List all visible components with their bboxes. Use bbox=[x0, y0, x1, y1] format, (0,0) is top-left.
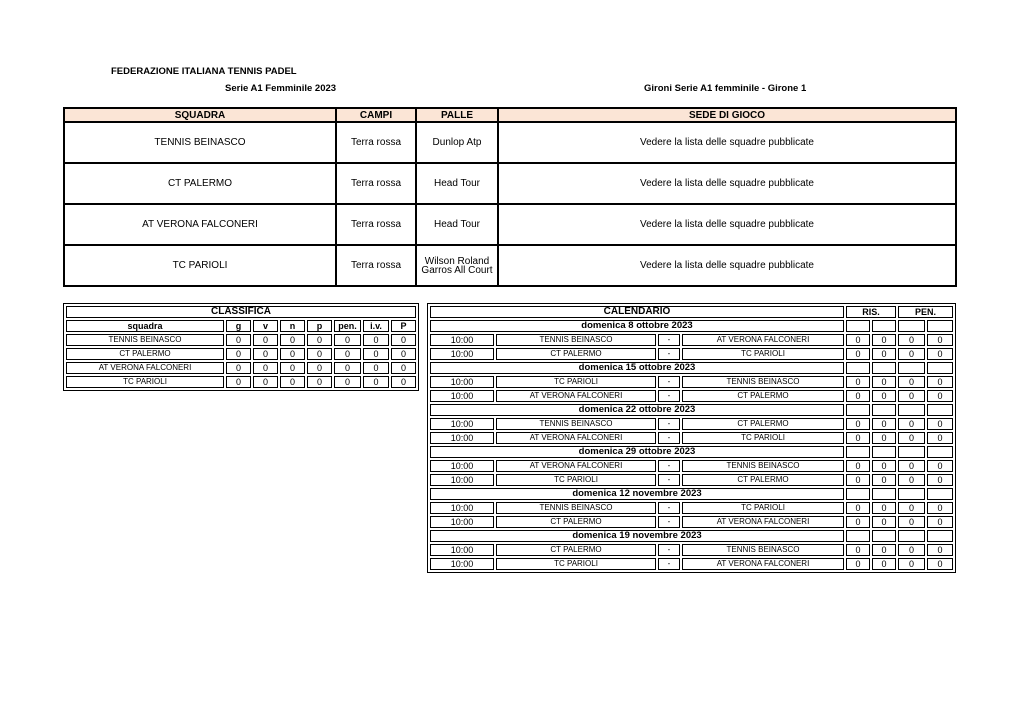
empty-cell bbox=[846, 530, 870, 542]
team-sede: Vedere la lista delle squadre pubblicate bbox=[498, 163, 956, 204]
classifica-table bbox=[63, 303, 419, 391]
ris-cell: 0 bbox=[846, 474, 870, 486]
ris-cell: 0 bbox=[846, 558, 870, 570]
home-team: TC PARIOLI bbox=[496, 474, 656, 486]
col-header-iv: i.v. bbox=[363, 320, 389, 332]
pen-cell: 0 bbox=[927, 390, 953, 402]
col-header-pen: pen. bbox=[334, 320, 361, 332]
ris-cell: 0 bbox=[872, 334, 896, 346]
match-date: domenica 15 ottobre 2023 bbox=[430, 362, 844, 374]
calendar-match-row bbox=[430, 390, 953, 402]
ris-cell: 0 bbox=[846, 502, 870, 514]
stat-p: 0 bbox=[307, 334, 332, 346]
team-row bbox=[64, 245, 956, 286]
calendar-match-row bbox=[430, 558, 953, 570]
empty-cell bbox=[898, 404, 925, 416]
vs-separator: - bbox=[658, 474, 680, 486]
empty-cell bbox=[898, 446, 925, 458]
home-team: TENNIS BEINASCO bbox=[496, 502, 656, 514]
stat-pen: 0 bbox=[334, 348, 361, 360]
ris-cell: 0 bbox=[846, 460, 870, 472]
away-team: TC PARIOLI bbox=[682, 432, 844, 444]
team-sede: Vedere la lista delle squadre pubblicate bbox=[498, 204, 956, 245]
col-header-v: v bbox=[253, 320, 278, 332]
calendar-match-row bbox=[430, 418, 953, 430]
match-date: domenica 29 ottobre 2023 bbox=[430, 446, 844, 458]
empty-cell bbox=[898, 488, 925, 500]
stat-n: 0 bbox=[280, 376, 305, 388]
stat-g: 0 bbox=[226, 376, 251, 388]
col-header-g: g bbox=[226, 320, 251, 332]
team-palle: Wilson Roland Garros All Court bbox=[416, 245, 498, 286]
team-row bbox=[64, 163, 956, 204]
classifica-row bbox=[66, 348, 416, 360]
stat-g: 0 bbox=[226, 348, 251, 360]
stat-P: 0 bbox=[391, 376, 416, 388]
teams-header-row bbox=[64, 108, 956, 122]
calendario-header-row bbox=[430, 306, 953, 318]
empty-cell bbox=[898, 320, 925, 332]
pen-cell: 0 bbox=[927, 460, 953, 472]
stat-n: 0 bbox=[280, 348, 305, 360]
stat-iv: 0 bbox=[363, 334, 389, 346]
match-date: domenica 19 novembre 2023 bbox=[430, 530, 844, 542]
pen-cell: 0 bbox=[898, 474, 925, 486]
col-header-sede: SEDE DI GIOCO bbox=[498, 108, 956, 122]
ris-cell: 0 bbox=[872, 418, 896, 430]
vs-separator: - bbox=[658, 376, 680, 388]
home-team: TENNIS BEINASCO bbox=[496, 418, 656, 430]
ris-cell: 0 bbox=[872, 558, 896, 570]
pen-cell: 0 bbox=[927, 334, 953, 346]
empty-cell bbox=[846, 404, 870, 416]
calendar-match-row bbox=[430, 474, 953, 486]
stat-P: 0 bbox=[391, 334, 416, 346]
stat-v: 0 bbox=[253, 362, 278, 374]
ris-cell: 0 bbox=[846, 348, 870, 360]
match-time: 10:00 bbox=[430, 474, 494, 486]
pen-cell: 0 bbox=[898, 432, 925, 444]
col-header-squadra: SQUADRA bbox=[64, 108, 336, 122]
ris-cell: 0 bbox=[846, 390, 870, 402]
teams-table bbox=[63, 107, 957, 287]
pen-cell: 0 bbox=[927, 544, 953, 556]
empty-cell bbox=[927, 320, 953, 332]
stat-pen: 0 bbox=[334, 334, 361, 346]
empty-cell bbox=[927, 530, 953, 542]
vs-separator: - bbox=[658, 544, 680, 556]
empty-cell bbox=[846, 362, 870, 374]
vs-separator: - bbox=[658, 460, 680, 472]
team-campi: Terra rossa bbox=[336, 122, 416, 163]
classifica-title: CLASSIFICA bbox=[66, 306, 416, 318]
pen-cell: 0 bbox=[898, 460, 925, 472]
team-name: TC PARIOLI bbox=[66, 376, 224, 388]
pen-cell: 0 bbox=[898, 516, 925, 528]
pen-cell: 0 bbox=[898, 544, 925, 556]
stat-iv: 0 bbox=[363, 348, 389, 360]
ris-cell: 0 bbox=[846, 418, 870, 430]
season-title: Serie A1 Femminile 2023 bbox=[225, 83, 337, 94]
stat-iv: 0 bbox=[363, 362, 389, 374]
classifica-row bbox=[66, 362, 416, 374]
ris-header: RIS. bbox=[846, 306, 896, 318]
ris-cell: 0 bbox=[872, 376, 896, 388]
team-name: AT VERONA FALCONERI bbox=[66, 362, 224, 374]
calendar-date-row bbox=[430, 320, 953, 332]
vs-separator: - bbox=[658, 348, 680, 360]
away-team: AT VERONA FALCONERI bbox=[682, 558, 844, 570]
stat-g: 0 bbox=[226, 334, 251, 346]
pen-cell: 0 bbox=[898, 502, 925, 514]
empty-cell bbox=[898, 362, 925, 374]
match-time: 10:00 bbox=[430, 348, 494, 360]
away-team: TENNIS BEINASCO bbox=[682, 376, 844, 388]
empty-cell bbox=[927, 404, 953, 416]
match-date: domenica 8 ottobre 2023 bbox=[430, 320, 844, 332]
team-name: TENNIS BEINASCO bbox=[64, 122, 336, 163]
stat-v: 0 bbox=[253, 376, 278, 388]
empty-cell bbox=[872, 404, 896, 416]
team-palle: Head Tour bbox=[416, 204, 498, 245]
pen-cell: 0 bbox=[927, 558, 953, 570]
empty-cell bbox=[898, 530, 925, 542]
empty-cell bbox=[872, 320, 896, 332]
home-team: CT PALERMO bbox=[496, 544, 656, 556]
match-time: 10:00 bbox=[430, 390, 494, 402]
team-sede: Vedere la lista delle squadre pubblicate bbox=[498, 245, 956, 286]
away-team: TC PARIOLI bbox=[682, 502, 844, 514]
team-row bbox=[64, 204, 956, 245]
home-team: TENNIS BEINASCO bbox=[496, 334, 656, 346]
pen-cell: 0 bbox=[927, 376, 953, 388]
ris-cell: 0 bbox=[846, 516, 870, 528]
col-header-p: p bbox=[307, 320, 332, 332]
home-team: TC PARIOLI bbox=[496, 558, 656, 570]
group-title: Gironi Serie A1 femminile - Girone 1 bbox=[644, 83, 807, 94]
ris-cell: 0 bbox=[846, 432, 870, 444]
away-team: CT PALERMO bbox=[682, 390, 844, 402]
team-palle: Head Tour bbox=[416, 163, 498, 204]
away-team: AT VERONA FALCONERI bbox=[682, 516, 844, 528]
away-team: AT VERONA FALCONERI bbox=[682, 334, 844, 346]
match-time: 10:00 bbox=[430, 544, 494, 556]
empty-cell bbox=[927, 362, 953, 374]
ris-cell: 0 bbox=[846, 544, 870, 556]
team-palle: Dunlop Atp bbox=[416, 122, 498, 163]
vs-separator: - bbox=[658, 558, 680, 570]
empty-cell bbox=[872, 446, 896, 458]
stat-p: 0 bbox=[307, 362, 332, 374]
col-header-squadra: squadra bbox=[66, 320, 224, 332]
pen-cell: 0 bbox=[927, 348, 953, 360]
calendar-match-row bbox=[430, 376, 953, 388]
pen-cell: 0 bbox=[898, 348, 925, 360]
vs-separator: - bbox=[658, 516, 680, 528]
calendario-title: CALENDARIO bbox=[430, 306, 844, 318]
col-header-P: P bbox=[391, 320, 416, 332]
calendar-date-row bbox=[430, 446, 953, 458]
stat-iv: 0 bbox=[363, 376, 389, 388]
ris-cell: 0 bbox=[846, 334, 870, 346]
team-sede: Vedere la lista delle squadre pubblicate bbox=[498, 122, 956, 163]
pen-cell: 0 bbox=[898, 418, 925, 430]
match-date: domenica 12 novembre 2023 bbox=[430, 488, 844, 500]
col-header-palle: PALLE bbox=[416, 108, 498, 122]
ris-cell: 0 bbox=[872, 390, 896, 402]
stat-p: 0 bbox=[307, 348, 332, 360]
match-time: 10:00 bbox=[430, 376, 494, 388]
stat-v: 0 bbox=[253, 334, 278, 346]
calendar-match-row bbox=[430, 544, 953, 556]
stat-pen: 0 bbox=[334, 362, 361, 374]
calendar-match-row bbox=[430, 334, 953, 346]
team-name: TC PARIOLI bbox=[64, 245, 336, 286]
match-time: 10:00 bbox=[430, 334, 494, 346]
pen-cell: 0 bbox=[898, 558, 925, 570]
empty-cell bbox=[846, 446, 870, 458]
calendar-date-row bbox=[430, 530, 953, 542]
calendar-match-row bbox=[430, 348, 953, 360]
stat-P: 0 bbox=[391, 348, 416, 360]
match-time: 10:00 bbox=[430, 432, 494, 444]
match-time: 10:00 bbox=[430, 418, 494, 430]
empty-cell bbox=[872, 530, 896, 542]
classifica-row bbox=[66, 376, 416, 388]
pen-cell: 0 bbox=[898, 334, 925, 346]
vs-separator: - bbox=[658, 334, 680, 346]
vs-separator: - bbox=[658, 390, 680, 402]
ris-cell: 0 bbox=[872, 460, 896, 472]
calendar-date-row bbox=[430, 362, 953, 374]
calendar-match-row bbox=[430, 516, 953, 528]
pen-cell: 0 bbox=[927, 432, 953, 444]
match-time: 10:00 bbox=[430, 502, 494, 514]
pen-cell: 0 bbox=[927, 474, 953, 486]
stat-pen: 0 bbox=[334, 376, 361, 388]
home-team: TC PARIOLI bbox=[496, 376, 656, 388]
match-time: 10:00 bbox=[430, 460, 494, 472]
away-team: TENNIS BEINASCO bbox=[682, 544, 844, 556]
home-team: AT VERONA FALCONERI bbox=[496, 390, 656, 402]
empty-cell bbox=[872, 362, 896, 374]
ris-cell: 0 bbox=[846, 376, 870, 388]
home-team: CT PALERMO bbox=[496, 516, 656, 528]
pen-cell: 0 bbox=[927, 502, 953, 514]
stat-P: 0 bbox=[391, 362, 416, 374]
team-campi: Terra rossa bbox=[336, 163, 416, 204]
pen-cell: 0 bbox=[898, 390, 925, 402]
pen-cell: 0 bbox=[898, 376, 925, 388]
col-header-n: n bbox=[280, 320, 305, 332]
team-name: CT PALERMO bbox=[64, 163, 336, 204]
calendar-date-row bbox=[430, 404, 953, 416]
federation-title: FEDERAZIONE ITALIANA TENNIS PADEL bbox=[111, 66, 297, 77]
match-date: domenica 22 ottobre 2023 bbox=[430, 404, 844, 416]
ris-cell: 0 bbox=[872, 502, 896, 514]
away-team: TC PARIOLI bbox=[682, 348, 844, 360]
ris-cell: 0 bbox=[872, 348, 896, 360]
empty-cell bbox=[927, 446, 953, 458]
ris-cell: 0 bbox=[872, 432, 896, 444]
match-time: 10:00 bbox=[430, 558, 494, 570]
stat-g: 0 bbox=[226, 362, 251, 374]
col-header-campi: CAMPI bbox=[336, 108, 416, 122]
away-team: CT PALERMO bbox=[682, 418, 844, 430]
classifica-header-row bbox=[66, 320, 416, 332]
team-name: CT PALERMO bbox=[66, 348, 224, 360]
team-name: TENNIS BEINASCO bbox=[66, 334, 224, 346]
away-team: CT PALERMO bbox=[682, 474, 844, 486]
vs-separator: - bbox=[658, 432, 680, 444]
stat-n: 0 bbox=[280, 334, 305, 346]
vs-separator: - bbox=[658, 418, 680, 430]
pen-cell: 0 bbox=[927, 516, 953, 528]
vs-separator: - bbox=[658, 502, 680, 514]
match-time: 10:00 bbox=[430, 516, 494, 528]
stat-n: 0 bbox=[280, 362, 305, 374]
classifica-row bbox=[66, 334, 416, 346]
team-campi: Terra rossa bbox=[336, 204, 416, 245]
pen-cell: 0 bbox=[927, 418, 953, 430]
calendar-match-row bbox=[430, 432, 953, 444]
stat-p: 0 bbox=[307, 376, 332, 388]
calendario-table bbox=[427, 303, 956, 573]
away-team: TENNIS BEINASCO bbox=[682, 460, 844, 472]
home-team: AT VERONA FALCONERI bbox=[496, 432, 656, 444]
ris-cell: 0 bbox=[872, 474, 896, 486]
empty-cell bbox=[927, 488, 953, 500]
calendar-date-row bbox=[430, 488, 953, 500]
team-row bbox=[64, 122, 956, 163]
empty-cell bbox=[872, 488, 896, 500]
home-team: AT VERONA FALCONERI bbox=[496, 460, 656, 472]
ris-cell: 0 bbox=[872, 516, 896, 528]
empty-cell bbox=[846, 320, 870, 332]
team-campi: Terra rossa bbox=[336, 245, 416, 286]
ris-cell: 0 bbox=[872, 544, 896, 556]
team-name: AT VERONA FALCONERI bbox=[64, 204, 336, 245]
empty-cell bbox=[846, 488, 870, 500]
stat-v: 0 bbox=[253, 348, 278, 360]
home-team: CT PALERMO bbox=[496, 348, 656, 360]
pen-header: PEN. bbox=[898, 306, 953, 318]
classifica-title-row bbox=[66, 306, 416, 318]
calendar-match-row bbox=[430, 502, 953, 514]
calendar-match-row bbox=[430, 460, 953, 472]
